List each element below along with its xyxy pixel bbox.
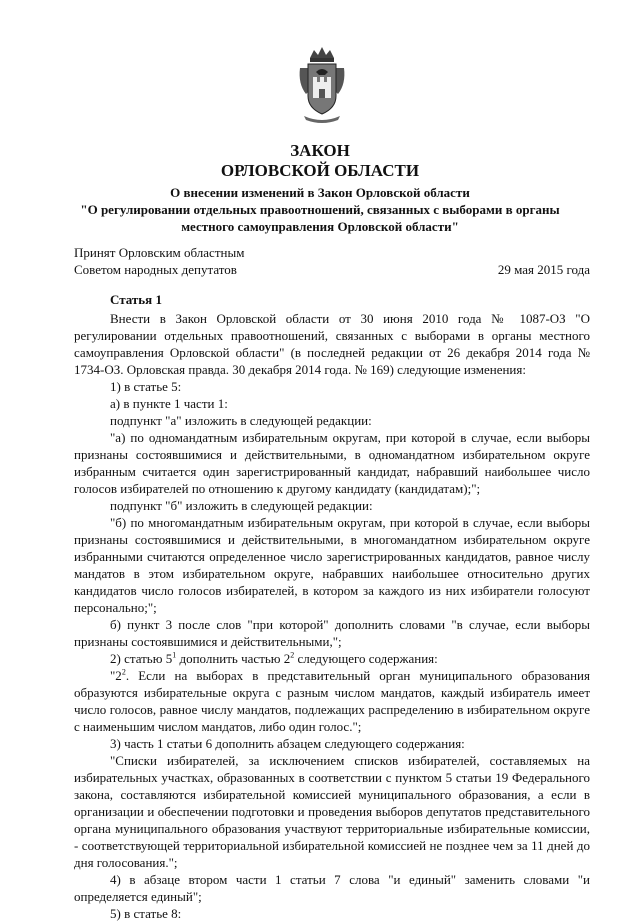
- adopted-by: [74, 244, 244, 278]
- subtitle-line: О внесении изменений в Закон Орловской области: [170, 185, 470, 200]
- paragraph: "Списки избирателей, за исключением списков избирателей, составляемых на избирательных участках, образованных в соответствии с пунктом 5 статьи 19 Федерального закона, составляются избирательной комиссией муниципального образования, а если в организации и обеспечении подготовки и проведения выборов депутатов представительного органа муниципального образования участвуют территориальные избирательные комиссии, - соответствующей территориальной избирательной комиссией не позднее чем за 11 дней до дня голосования.";: [74, 753, 590, 870]
- text-run: дополнить частью 2: [176, 651, 291, 666]
- article-heading: Статья 1: [110, 292, 162, 307]
- paragraph: 3) часть 1 статьи 6 дополнить абзацем следующего содержания:: [110, 736, 465, 751]
- paragraph: 1) в статье 5:: [110, 379, 182, 394]
- law-subtitle: [60, 184, 580, 235]
- superscript: 1: [172, 650, 177, 660]
- paragraph: [74, 667, 590, 735]
- paragraph: "б) по многомандатным избирательным округам, при которой в случае, если выборы признаны состоявшимися и действительными, в многомандатном избирательном округе избранными считаются определенное число зарегистрированных кандидатов, равное числу мандатов в этом избирательном округе, набравших наибольшее относительно других кандидатов число голосов избирателей, в котором за каждого из них избиратели голосуют персонально;";: [74, 515, 590, 615]
- subtitle-line: местного самоуправления Орловской области": [181, 219, 459, 234]
- superscript: 2: [121, 667, 126, 677]
- paragraph: Внести в Закон Орловской области от 30 июня 2010 года № 1087-ОЗ "О регулировании отдельных правоотношений, связанных с выборами в органы местного самоуправления Орловской области" (в последней редакции от 26 декабря 2014 года № 1734-ОЗ. Орловская правда. 30 декабря 2014 года. № 169) следующие изменения:: [74, 311, 590, 377]
- orel-oblast-coat-of-arms-icon: [296, 44, 348, 126]
- text-run: "2: [110, 668, 122, 683]
- adopted-line: Принят Орловским областным: [74, 245, 245, 260]
- paragraph: "а) по одномандатным избирательным округам, при которой в случае, если выборы признаны состоявшимися и действительными, в одномандатном избирательном округе избранным считается один зарегистрированный кандидат, набравший наибольшее число голосов избирателей по отношению к другому кандидату (кандидатам);";: [74, 430, 590, 496]
- paragraph: 5) в статье 8:: [110, 906, 182, 921]
- paragraph: [74, 650, 590, 667]
- law-region: ОРЛОВСКОЙ ОБЛАСТИ: [220, 161, 420, 180]
- paragraph: подпункт "б" изложить в следующей редакции:: [110, 498, 373, 513]
- text-run: 2) статью 5: [110, 651, 173, 666]
- paragraph: подпункт "а" изложить в следующей редакции:: [110, 413, 372, 428]
- subtitle-line: "О регулировании отдельных правоотношений, связанных с выборами в органы: [80, 202, 560, 217]
- law-title: ЗАКОН: [290, 141, 350, 160]
- text-run: следующего содержания:: [294, 651, 438, 666]
- paragraph: 4) в абзаце втором части 1 статьи 7 слова "и единый" заменить словами "и определяется единый";: [74, 872, 590, 904]
- law-body: [74, 291, 590, 922]
- superscript: 2: [290, 650, 295, 660]
- adopted-line: Советом народных депутатов: [74, 262, 237, 277]
- paragraph: а) в пункте 1 части 1:: [110, 396, 228, 411]
- adoption-date: 29 мая 2015 года: [497, 262, 590, 277]
- paragraph: б) пункт 3 после слов "при которой" дополнить словами "в случае, если выборы признаны состоявшимися и действительными,";: [74, 617, 590, 649]
- text-run: . Если на выборах в представительный орган муниципального образования образуются избирательные округа с разным числом мандатов, каждый избиратель имеет число голосов, равное числу мандатов, подлежащих распределению в избирательном округе с наименьшим числом мандатов, либо один голос.";: [74, 668, 590, 734]
